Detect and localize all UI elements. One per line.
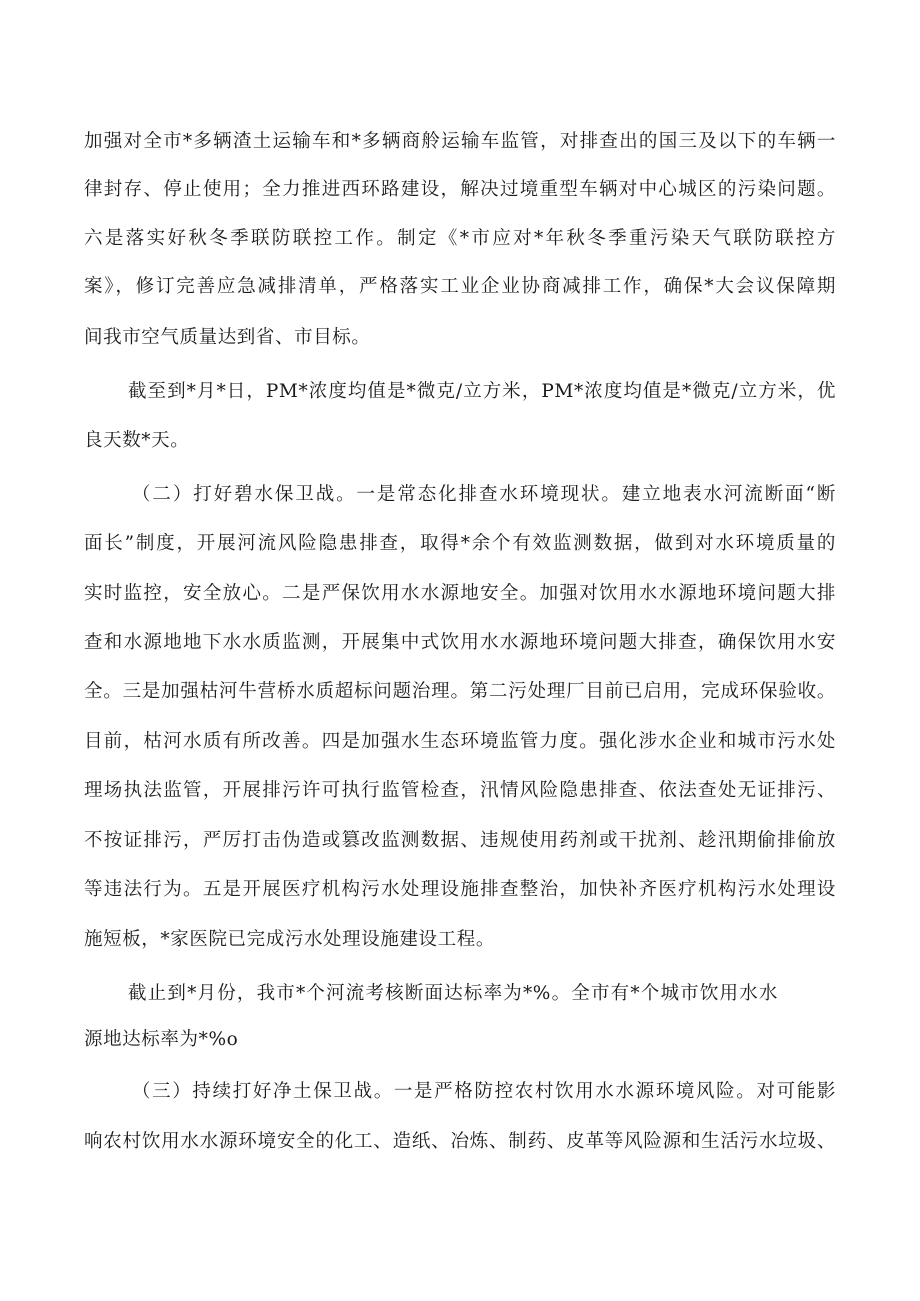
paragraph-line: 案》，修订完善应急减排清单，严格落实工业企业协商减排工作，确保*大会议保障期	[84, 276, 836, 297]
paragraph-line: 源地达标率为*%o	[84, 1029, 239, 1050]
paragraph-line: 理场执法监管，开展排污许可执行监管检查，汛情风险隐患排查、依法查处无证排污、	[84, 780, 836, 801]
paragraph-line: 目前，枯河水质有所改善。四是加强水生态环境监管力度。强化涉水企业和城市污水处	[84, 731, 836, 752]
paragraph-line: 截止到*月份，我市*个河流考核断面达标率为*%。全市有*个城市饮用水水	[128, 983, 778, 1004]
paragraph-line: （三）持续打好净土保卫战。一是严格防控农村饮用水水源环境风险。对可能影	[132, 1081, 836, 1102]
paragraph-line: 全。三是加强枯河牛营桥水质超标问题治理。第二污处理厂目前已启用，完成环保验收。	[84, 681, 836, 702]
paragraph-line: 查和水源地地下水水质监测，开展集中式饮用水水源地环境问题大排查，确保饮用水安	[84, 632, 836, 653]
paragraph-line: 截至到*月*日，PM*浓度均值是*微克/立方米，PM*浓度均值是*微克/立方米，优	[128, 381, 836, 402]
paragraph-line: （二）打好碧水保卫战。一是常态化排查水环境现状。建立地表水河流断面“断	[132, 484, 836, 505]
paragraph-line: 面长”制度，开展河流风险隐患排查，取得*余个有效监测数据，做到对水环境质量的	[84, 533, 836, 554]
paragraph-line: 良天数*天。	[84, 430, 190, 451]
paragraph-line: 律封存、停止使用；全力推进西环路建设，解决过境重型车辆对中心城区的污染问题。	[84, 179, 836, 200]
paragraph-line: 不按证排污，严厉打击伪造或篡改监测数据、违规使用药剂或干扰剂、趁汛期偷排偷放	[84, 830, 836, 851]
paragraph-line: 等违法行为。五是开展医疗机构污水处理设施排查整治，加快补齐医疗机构污水处理设	[84, 879, 836, 900]
paragraph-line: 实时监控，安全放心。二是严保饮用水水源地安全。加强对饮用水水源地环境问题大排	[84, 583, 836, 604]
paragraph-line: 间我市空气质量达到省、市目标。	[84, 327, 371, 348]
paragraph-line: 六是落实好秋冬季联防联控工作。制定《*市应对*年秋冬季重污染天气联防联控方	[84, 228, 836, 249]
paragraph-line: 加强对全市*多辆渣土运输车和*多辆商舲运输车监管，对排查出的国三及以下的车辆一	[84, 131, 836, 152]
paragraph-line: 响农村饮用水水源环境安全的化工、造纸、冶炼、制药、皮革等风险源和生活污水垃圾、	[84, 1131, 836, 1152]
paragraph-line: 施短板，*家医院已完成污水处理设施建设工程。	[84, 929, 495, 950]
